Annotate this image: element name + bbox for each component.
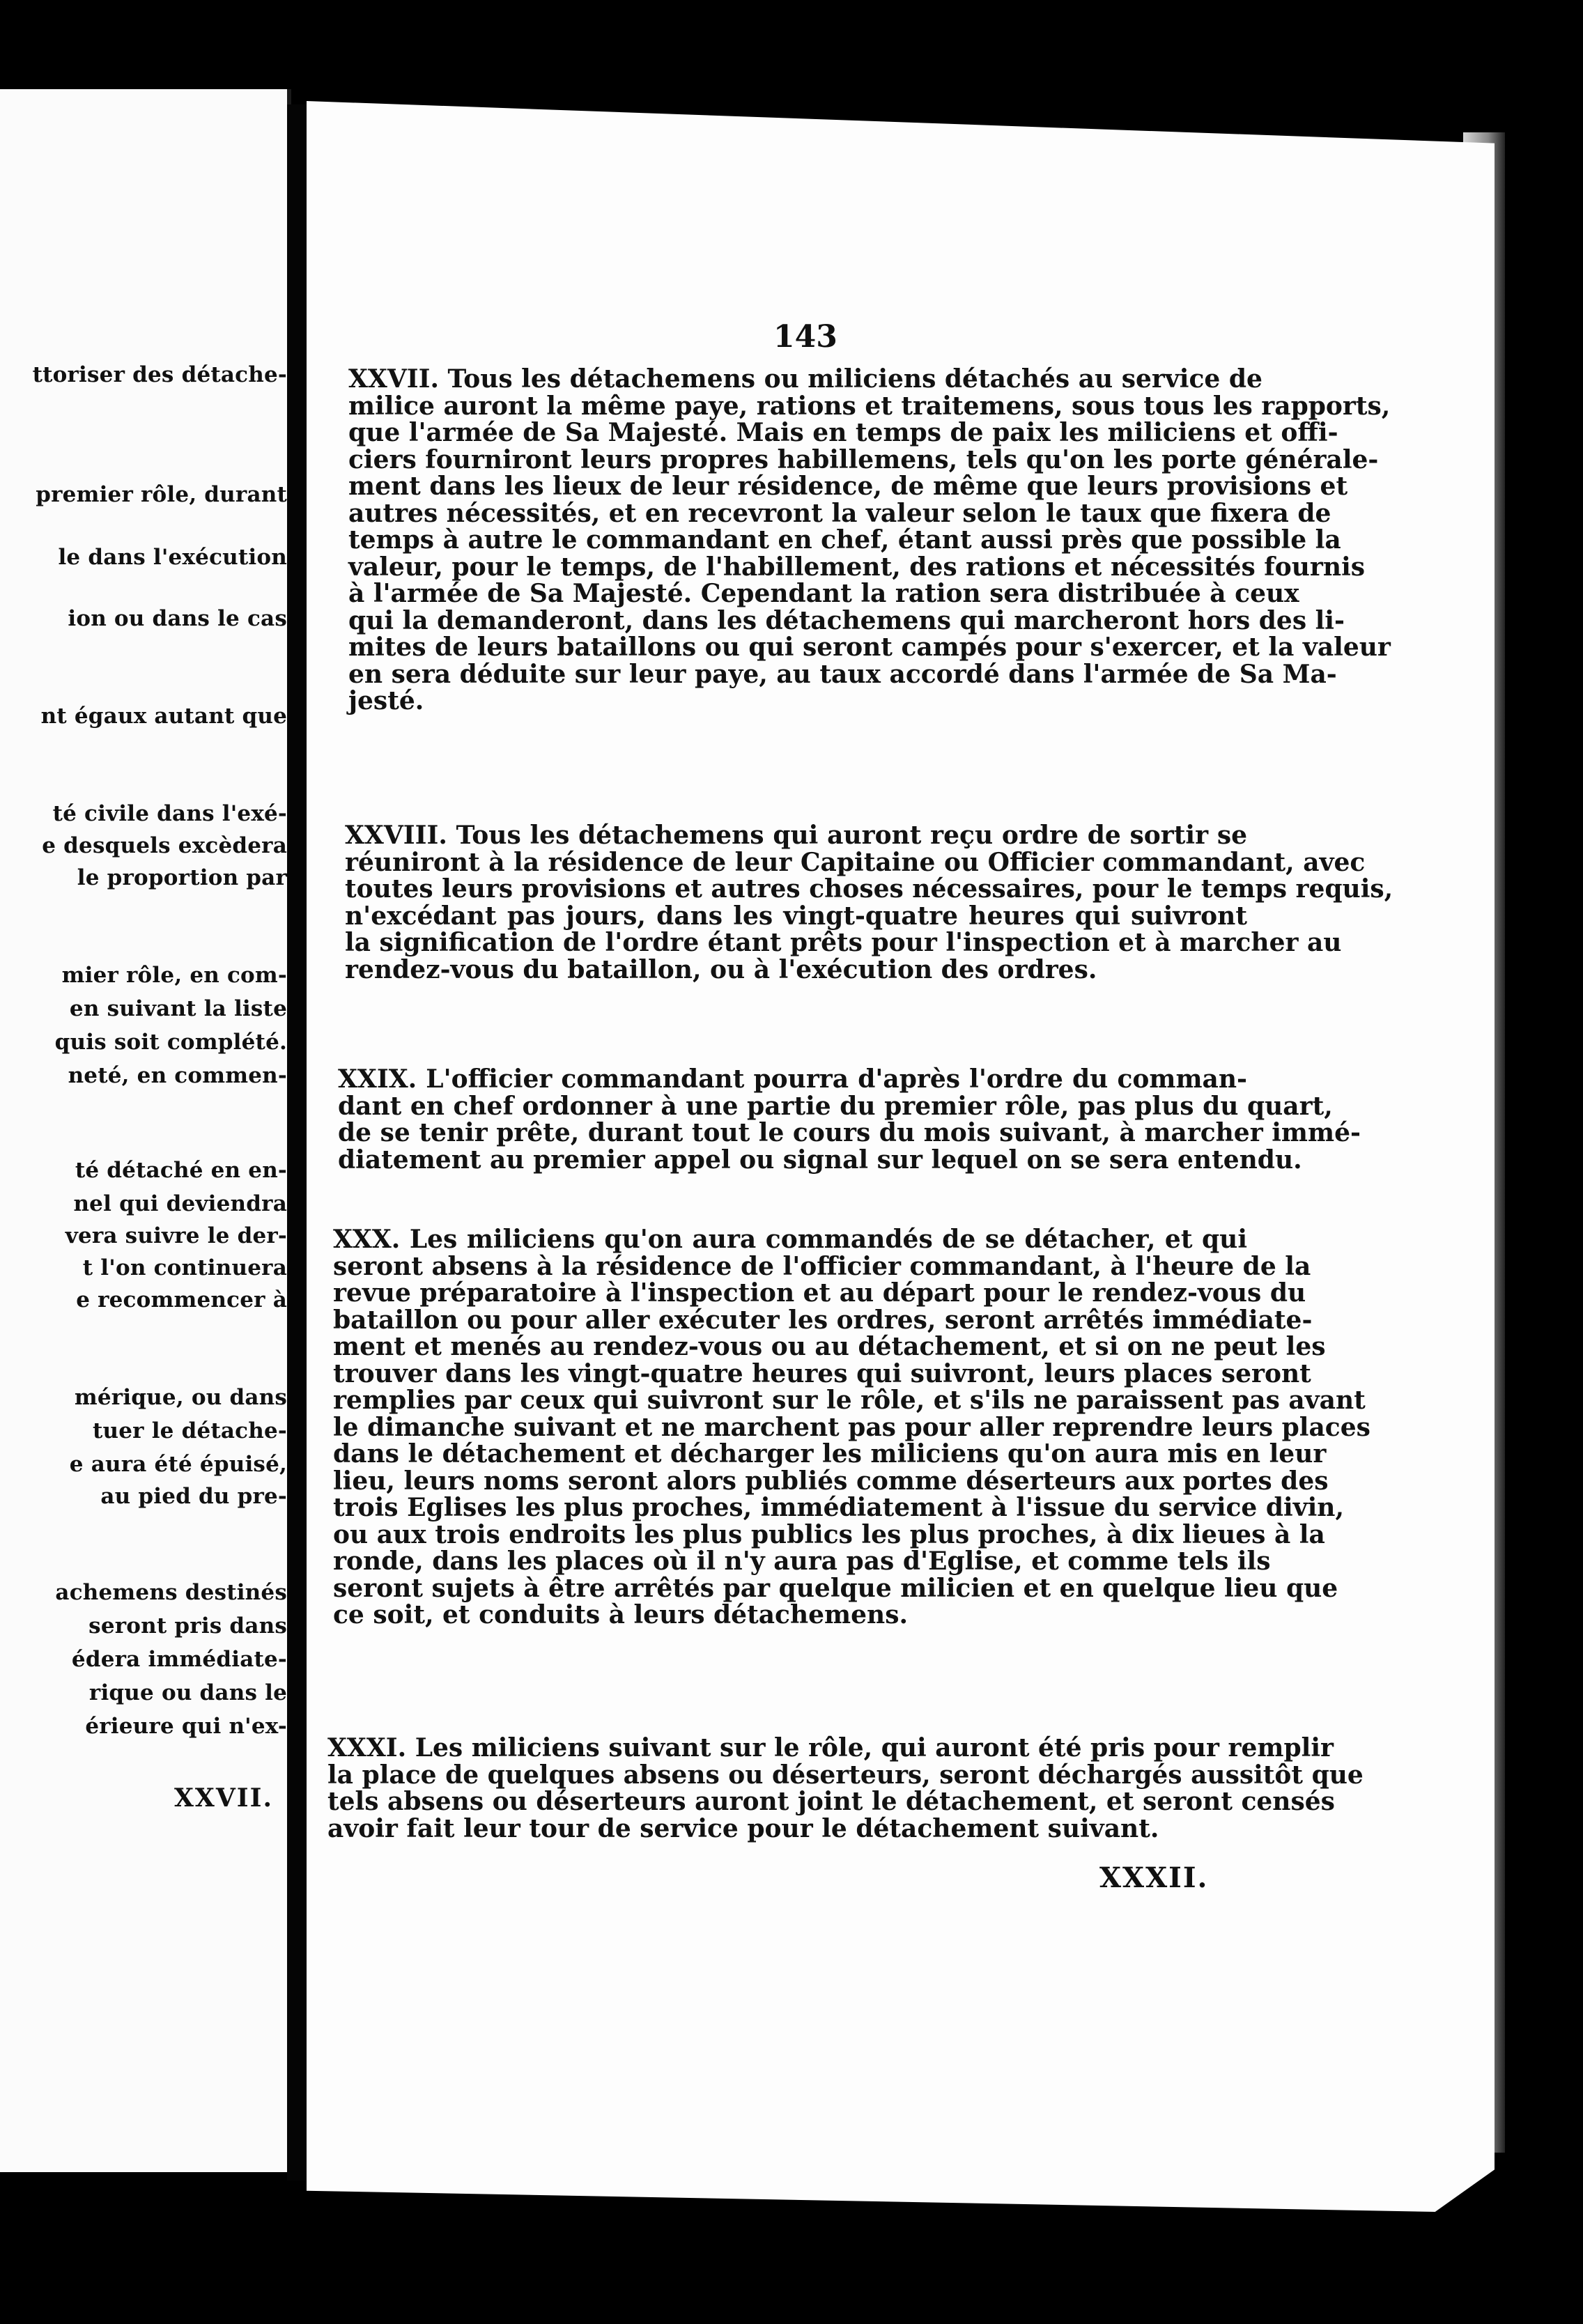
left-page-line: au pied du pre- [100, 1484, 287, 1509]
text-line: ce soit, et conduits à leurs détachemens. [333, 1600, 909, 1629]
article-xxix [338, 1064, 1361, 1175]
text-line: autres nécessités, et en recevront la valeur selon le taux que fixera de [348, 498, 1331, 528]
text-line: valeur, pour le temps, de l'habillement, des rations et nécessités fournis [348, 552, 1366, 582]
text-line: dant en chef ordonner à une partie du premier rôle, pas plus du quart, [338, 1091, 1333, 1121]
left-page-line: édera immédiate- [71, 1647, 287, 1672]
left-page-catchword: XXVII. [173, 1783, 273, 1813]
article-xxvii [348, 364, 1391, 715]
left-page-line: té civile dans l'exé- [52, 801, 287, 826]
text-line: de se tenir prête, durant tout le cours du mois suivant, à marcher immé- [338, 1118, 1361, 1147]
text-line: trois Eglises les plus proches, immédiatement à l'issue du service divin, [333, 1493, 1345, 1522]
text-line: seront sujets à être arrêtés par quelque milicien et en quelque lieu que [333, 1573, 1338, 1603]
book-gutter [287, 104, 307, 2180]
text-line: réuniront à la résidence de leur Capitaine ou Officier commandant, avec [345, 847, 1366, 877]
left-page-line: nt égaux autant que [40, 704, 287, 729]
left-page-line: le dans l'exécution [58, 545, 287, 570]
text-line: ou aux trois endroits les plus publics les plus proches, à dix lieues à la [333, 1519, 1325, 1549]
left-page-line: neté, en commen- [68, 1063, 287, 1088]
left-page-line: quis soit complété. [54, 1030, 287, 1055]
left-page-line: le proportion par [77, 865, 287, 890]
text-line: dans le détachement et décharger les miliciens qu'on aura mis en leur [333, 1439, 1327, 1469]
text-line: la signification de l'ordre étant prêts pour l'inspection et à marcher au [345, 928, 1342, 957]
text-line: la place de quelques absens ou déserteurs, seront déchargés aussitôt que [327, 1760, 1364, 1790]
text-line: ment dans les lieux de leur résidence, de même que leurs provisions et [348, 472, 1348, 501]
left-page-line: mier rôle, en com- [61, 963, 287, 988]
text-line: le dimanche suivant et ne marchent pas pour aller reprendre leurs places [333, 1412, 1370, 1442]
left-page [0, 89, 291, 2172]
text-line: XXVII. Tous les détachemens ou miliciens détachés au service de [348, 364, 1262, 394]
text-line: rendez-vous du bataillon, ou à l'exécution des ordres. [345, 954, 1097, 984]
page-number: 143 [773, 319, 837, 355]
article-xxx [333, 1225, 1370, 1629]
left-page-line: nel qui deviendra [73, 1191, 287, 1216]
left-page-line: érieure qui n'ex- [85, 1714, 287, 1739]
text-line: que l'armée de Sa Majesté. Mais en temps de paix les miliciens et offi- [348, 418, 1338, 447]
text-line: temps à autre le commandant en chef, étant aussi près que possible la [348, 525, 1341, 555]
text-line: XXIX. L'officier commandant pourra d'après l'ordre du comman- [338, 1064, 1247, 1094]
article-xxviii [345, 821, 1393, 984]
article-xxxi [327, 1733, 1364, 1843]
left-page-line: e desquels excèdera [42, 833, 287, 858]
text-line: à l'armée de Sa Majesté. Cependant la ration sera distribuée à ceux [348, 579, 1299, 608]
left-page-line: achemens destinés [55, 1580, 287, 1605]
left-page-line: ion ou dans le cas [68, 606, 287, 631]
text-line: jesté. [348, 686, 424, 715]
left-page-line: seront pris dans [88, 1613, 287, 1639]
text-line: diatement au premier appel ou signal sur lequel on se sera entendu. [338, 1145, 1302, 1175]
text-line: ciers fourniront leurs propres habillemens, tels qu'on les porte générale- [348, 444, 1379, 474]
left-page-line: vera suivre le der- [65, 1223, 287, 1248]
left-page-line: té détaché en en- [75, 1158, 287, 1183]
text-line: XXX. Les miliciens qu'on aura commandés de se détacher, et qui [333, 1225, 1247, 1254]
text-line: en sera déduite sur leur paye, au taux accordé dans l'armée de Sa Ma- [348, 659, 1337, 689]
text-line: ronde, dans les places où il n'y aura pas d'Eglise, et comme tels ils [333, 1547, 1271, 1576]
text-line: toutes leurs provisions et autres choses nécessaires, pour le temps requis, [345, 874, 1393, 904]
left-page-line: tuer le détache- [92, 1418, 287, 1443]
left-page-line: e aura été épuisé, [69, 1452, 287, 1477]
text-line: avoir fait leur tour de service pour le détachement suivant. [327, 1813, 1159, 1843]
text-line: XXXI. Les miliciens suivant sur le rôle, qui auront été pris pour remplir [327, 1733, 1334, 1763]
text-line: bataillon ou pour aller exécuter les ordres, seront arrêtés immédiate- [333, 1305, 1313, 1335]
text-line: qui la demanderont, dans les détachemens qui marcheront hors des li- [348, 605, 1345, 635]
text-line: seront absens à la résidence de l'officier commandant, à l'heure de la [333, 1251, 1311, 1281]
text-line: mites de leurs bataillons ou qui seront campés pour s'exercer, et la valeur [348, 633, 1391, 662]
left-page-line: rique ou dans le [88, 1680, 287, 1705]
text-line: tels absens ou déserteurs auront joint le détachement, et seront censés [327, 1787, 1335, 1816]
text-line: milice auront la même paye, rations et traitemens, sous tous les rapports, [348, 391, 1391, 421]
left-page-line: mérique, ou dans [74, 1385, 287, 1410]
left-page-line: premier rôle, durant [36, 482, 287, 507]
left-page-line: t l'on continuera [82, 1255, 287, 1280]
text-line: n'excédant pas jours, dans les vingt-quatre heures qui suivront [345, 901, 1247, 931]
text-line: ment et menés au rendez-vous ou au détachement, et si on ne peut les [333, 1332, 1326, 1361]
text-line: lieu, leurs noms seront alors publiés comme déserteurs aux portes des [333, 1466, 1329, 1496]
left-page-line: en suivant la liste [69, 996, 287, 1021]
text-line: revue préparatoire à l'inspection et au départ pour le rendez-vous du [333, 1278, 1306, 1308]
text-line: remplies par ceux qui suivront sur le rôle, et s'ils ne paraissent pas avant [333, 1386, 1366, 1415]
left-page-line: e recommencer à [76, 1287, 287, 1312]
catchword: XXXII. [1099, 1861, 1209, 1894]
text-line: trouver dans les vingt-quatre heures qui suivront, leurs places seront [333, 1358, 1311, 1388]
left-page-line: ttoriser des détache- [32, 362, 287, 387]
text-line: XXVIII. Tous les détachemens qui auront reçu ordre de sortir se [345, 821, 1247, 850]
